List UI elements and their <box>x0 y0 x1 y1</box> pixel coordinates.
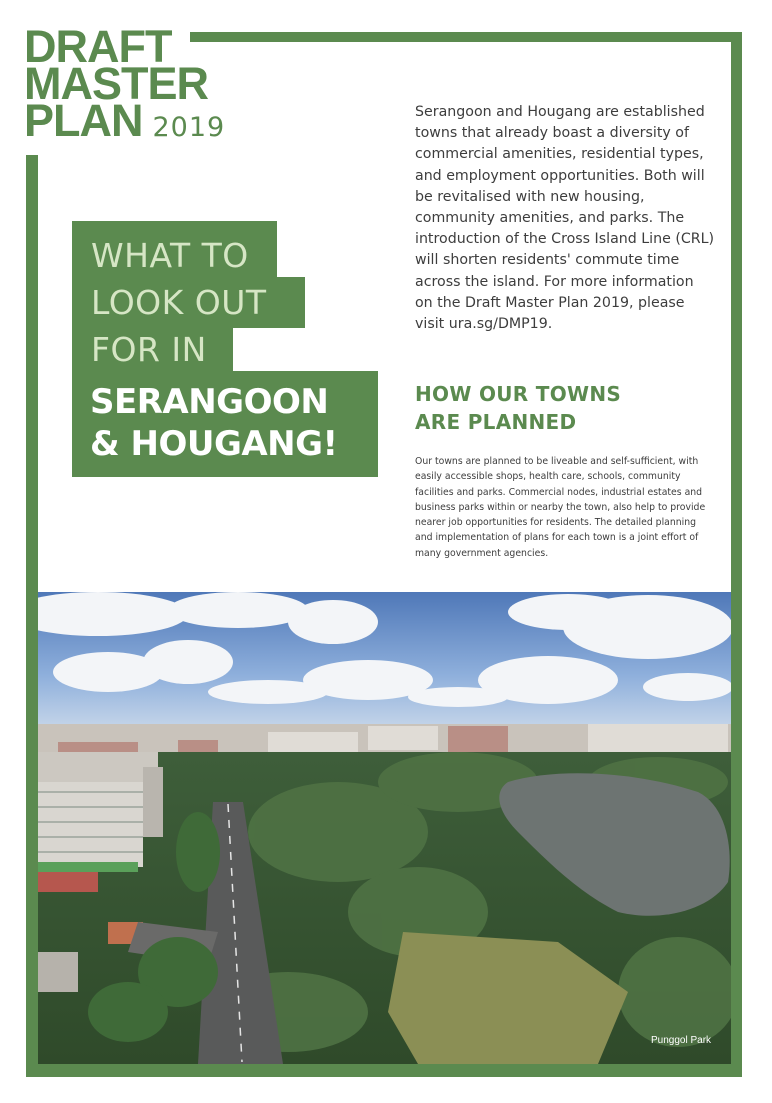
aerial-photo <box>38 592 731 1064</box>
heading-line-1: WHAT TO <box>91 236 249 275</box>
logo-line-3 <box>24 95 226 146</box>
frame-right-bar <box>731 32 742 1077</box>
frame-left-bar <box>26 155 38 1077</box>
towns-title-line-1: HOW OUR TOWNS <box>415 382 622 406</box>
towns-section-title <box>415 380 621 436</box>
logo-line-2: MASTER <box>24 58 208 109</box>
logo-line-3-text: PLAN <box>24 95 143 146</box>
photo-caption: Punggol Park <box>651 1035 712 1046</box>
heading-place-1: SERANGOON <box>90 382 329 422</box>
heading-line-3: FOR IN <box>91 330 207 369</box>
heading-line-2: LOOK OUT <box>91 283 267 322</box>
intro-paragraph: Serangoon and Hougang are established towns that already boast a diversity of commercial amenities, residential types, and employment opportunities. Both will be revitalised with new housing, community amenities, and parks. The introduction of the Cross Island Line (CRL) will shorten residents' commute time across the island. For more information on the Draft Master Plan 2019, please visit ura.sg/DMP19. <box>415 104 715 333</box>
frame-bottom-bar <box>26 1064 742 1077</box>
towns-section-body: Our towns are planned to be liveable and self-sufficient, with easily accessible shops, health care, schools, community facilities and parks. Commercial nodes, industrial estates and business parks within or nearby the town, also help to provide nearer job opportunities for residents. The detailed planning and implementation of plans for each town is a joint effort of many government agencies. <box>415 456 706 559</box>
logo-year: 2019 <box>152 112 226 143</box>
heading-place-2: & HOUGANG! <box>90 424 338 464</box>
towns-title-line-2: ARE PLANNED <box>415 410 577 434</box>
logo-line-1: DRAFT <box>24 21 172 72</box>
frame-top-bar <box>190 32 742 42</box>
draft-master-plan-logo <box>24 21 226 146</box>
